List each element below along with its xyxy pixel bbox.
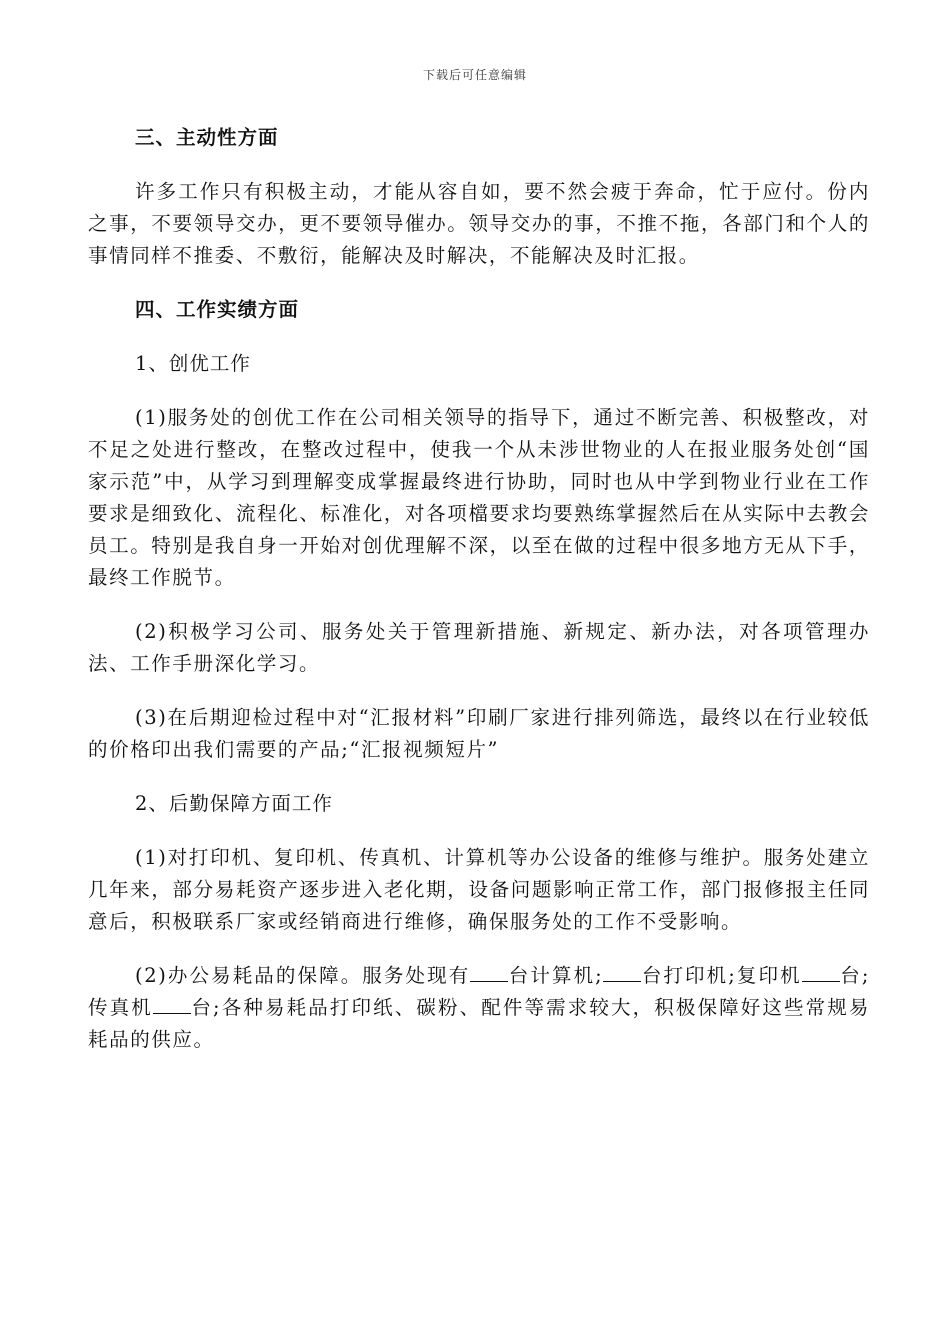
section-heading-initiative: 三、主动性方面 xyxy=(135,126,279,149)
paragraph-excellence-1: (1)服务处的创优工作在公司相关领导的指导下，通过不断完善、积极整改，对不足之处进行整改，在整改过程中，使我一个从未涉世物业的人在报业服务处创“国家示范”中，从学习到理解变成掌握最终进行协助，同时也从中学到物业行业在工作要求是细致化、流程化、标准化，对各项檔要求均要熟练掌握然后在从实际中去教会员工。特别是我自身一开始对创优理解不深，以至在做的过程中很多地方无从下手，最终工作脱节。 xyxy=(88,406,870,589)
text-segment: 台打印机;复印机 xyxy=(641,964,802,987)
paragraph-logistics-2 xyxy=(88,960,870,1056)
fill-blank xyxy=(802,963,840,982)
text-segment: (2)办公易耗品的保障。服务处现有 xyxy=(135,964,471,987)
document-body xyxy=(88,122,870,1078)
text-segment: 台;传真机 xyxy=(88,964,870,1019)
fill-blank xyxy=(153,995,191,1014)
page-header: 下载后可任意编辑 xyxy=(422,68,527,82)
paragraph-initiative: 许多工作只有积极主动，才能从容自如，要不然会疲于奔命，忙于应付。份内之事，不要领导交办，更不要领导催办。领导交办的事，不推不拖，各部门和个人的事情同样不推委、不敷衍，能解决及时解决，不能解决及时汇报。 xyxy=(88,180,870,267)
fill-blank xyxy=(603,963,641,982)
paragraph-excellence-2: (2)积极学习公司、服务处关于管理新措施、新规定、新办法，对各项管理办法、工作手册深化学习。 xyxy=(88,620,870,675)
section-heading-performance: 四、工作实绩方面 xyxy=(135,298,300,321)
subheading-excellence: 1、创优工作 xyxy=(135,352,251,375)
fill-blank xyxy=(470,963,508,982)
text-segment: 台;各种易耗品打印纸、碳粉、配件等需求较大，积极保障好这些常规易耗品的供应。 xyxy=(88,996,870,1051)
subheading-logistics: 2、后勤保障方面工作 xyxy=(135,792,333,815)
paragraph-logistics-1: (1)对打印机、复印机、传真机、计算机等办公设备的维修与维护。服务处建立几年来，部分易耗资产逐步进入老化期，设备问题影响正常工作，部门报修报主任同意后，积极联系厂家或经销商进行维修，确保服务处的工作不受影响。 xyxy=(88,846,870,933)
text-segment: 台计算机; xyxy=(508,964,604,987)
paragraph-excellence-3: (3)在后期迎检过程中对“汇报材料”印刷厂家进行排列筛选，最终以在行业较低的价格印出我们需要的产品;“汇报视频短片” xyxy=(88,706,870,761)
